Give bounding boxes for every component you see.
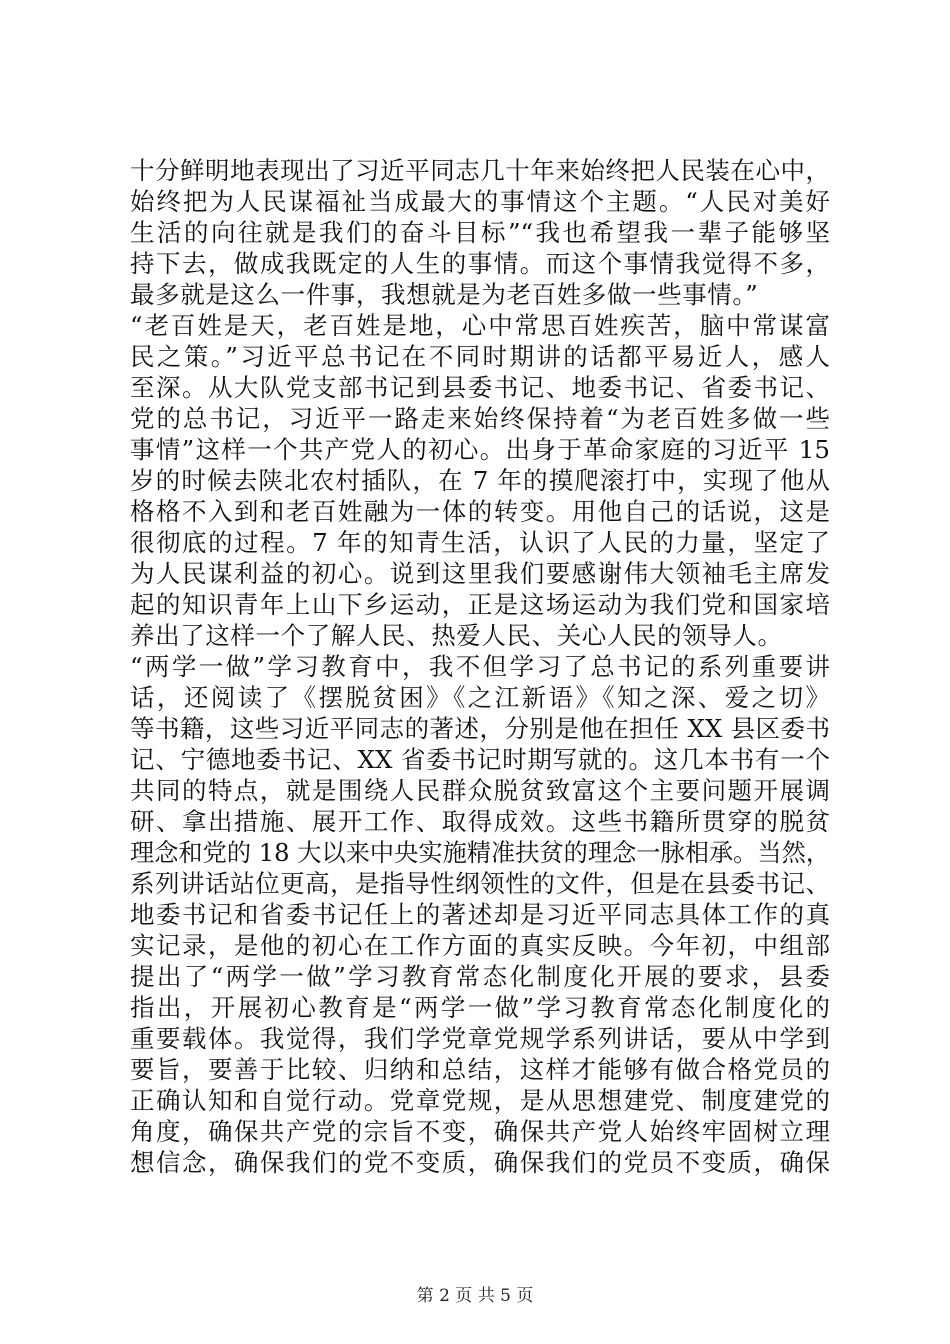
text-line: 正确认知和自觉行动。党章党规，是从思想建党、制度建党的 (130, 1086, 830, 1115)
text-line: 事情”这样一个共产党人的初心。出身于革命家庭的习近平 15 (130, 435, 830, 464)
text-line: 共同的特点，就是围绕人民群众脱贫致富这个主要问题开展调 (130, 776, 830, 805)
text-line: 持下去，做成我既定的人生的事情。而这个事情我觉得不多， (130, 249, 830, 278)
text-line: 格格不入到和老百姓融为一体的转变。用他自己的话说，这是 (130, 497, 830, 526)
text-line: 岁的时候去陕北农村插队，在 7 年的摸爬滚打中，实现了他从 (130, 466, 830, 495)
text-line: 想信念，确保我们的党不变质，确保我们的党员不变质，确保 (130, 1148, 830, 1177)
text-line: 十分鲜明地表现出了习近平同志几十年来始终把人民装在心中， (130, 156, 830, 185)
text-line: 党的总书记，习近平一路走来始终保持着“为老百姓多做一些 (130, 404, 830, 433)
text-line: 起的知识青年上山下乡运动，正是这场运动为我们党和国家培 (130, 590, 830, 619)
text-line: 很彻底的过程。7 年的知青生活，认识了人民的力量，坚定了 (130, 528, 830, 557)
body-text (130, 155, 830, 1178)
text-line: 研、拿出措施、展开工作、取得成效。这些书籍所贯穿的脱贫 (130, 807, 830, 836)
text-line: 理念和党的 18 大以来中央实施精准扶贫的理念一脉相承。当然， (130, 838, 831, 867)
text-line: 养出了这样一个了解人民、热爱人民、关心人民的领导人。 (130, 621, 783, 650)
text-line: 提出了“两学一做”学习教育常态化制度化开展的要求，县委 (130, 962, 830, 991)
text-line: “两学一做”学习教育中，我不但学习了总书记的系列重要讲 (130, 652, 830, 681)
text-line: 等书籍，这些习近平同志的著述，分别是他在担任 XX 县区委书 (130, 714, 830, 743)
text-line: 记、宁德地委书记、XX 省委书记时期写就的。这几本书有一个 (130, 745, 830, 774)
text-line: 系列讲话站位更高，是指导性纲领性的文件，但是在县委书记、 (130, 869, 830, 898)
text-line: 始终把为人民谋福祉当成最大的事情这个主题。“人民对美好 (130, 187, 830, 216)
text-line: 民之策。”习近平总书记在不同时期讲的话都平易近人，感人 (130, 342, 830, 371)
page-footer: 第 2 页 共 5 页 (416, 1286, 534, 1306)
text-line: 地委书记和省委书记任上的著述却是习近平同志具体工作的真 (130, 900, 830, 929)
text-line: 最多就是这么一件事，我想就是为老百姓多做一些事情。” (130, 280, 759, 309)
text-line: 角度，确保共产党的宗旨不变，确保共产党人始终牢固树立理 (130, 1117, 830, 1146)
text-line: 指出，开展初心教育是“两学一做”学习教育常态化制度化的 (130, 993, 830, 1022)
text-line: 话，还阅读了《摆脱贫困》《之江新语》《知之深、爱之切》 (130, 683, 830, 712)
text-line: “老百姓是天，老百姓是地，心中常思百姓疾苦，脑中常谋富 (130, 311, 830, 340)
text-line: 生活的向往就是我们的奋斗目标”“我也希望我一辈子能够坚 (130, 218, 830, 247)
text-line: 要旨，要善于比较、归纳和总结，这样才能够有做合格党员的 (130, 1055, 830, 1084)
text-line: 重要载体。我觉得，我们学党章党规学系列讲话，要从中学到 (130, 1024, 830, 1053)
text-line: 实记录，是他的初心在工作方面的真实反映。今年初，中组部 (130, 931, 830, 960)
text-line: 至深。从大队党支部书记到县委书记、地委书记、省委书记、 (130, 373, 830, 402)
text-line: 为人民谋利益的初心。说到这里我们要感谢伟大领袖毛主席发 (130, 559, 830, 588)
